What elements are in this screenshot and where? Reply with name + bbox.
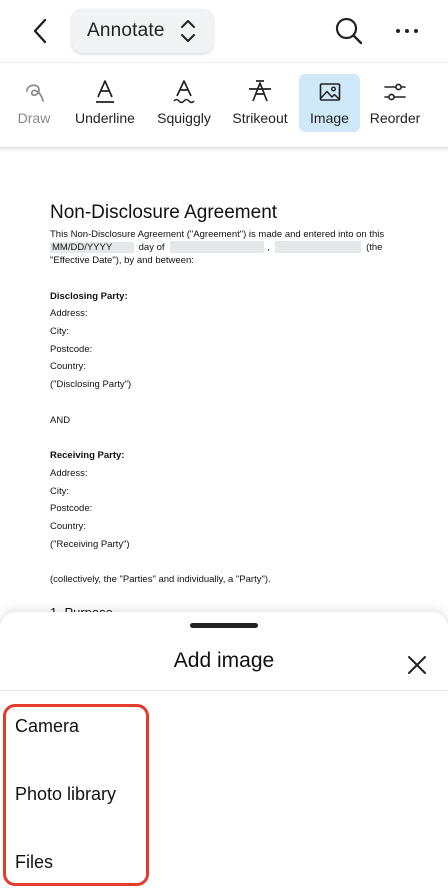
disclosing-label: ("Disclosing Party"): [50, 379, 132, 390]
comma-text: ,: [267, 241, 270, 253]
year-field[interactable]: [275, 241, 361, 253]
receiving-city: City:: [50, 486, 69, 497]
back-button[interactable]: [24, 14, 56, 48]
month-field[interactable]: [170, 241, 264, 253]
sheet-divider: [0, 690, 448, 691]
intro-line: This Non-Disclosure Agreement ("Agreement") is made and entered into on this: [50, 229, 385, 240]
disclosing-heading: Disclosing Party:: [50, 291, 128, 302]
top-bar: [0, 0, 448, 62]
mode-selector[interactable]: [72, 9, 213, 53]
date-field[interactable]: MM/DD/YYYY: [50, 242, 134, 253]
tool-squiggly[interactable]: [154, 74, 214, 132]
tool-label: Underline: [75, 110, 135, 126]
tool-image[interactable]: [299, 74, 360, 132]
reorder-icon: [384, 82, 406, 102]
tool-strikeout[interactable]: [230, 74, 290, 132]
annotation-toolbar: [0, 62, 448, 148]
strikeout-icon: [248, 79, 272, 105]
effective-date-line: "Effective Date"), by and between:: [50, 255, 194, 266]
tool-underline[interactable]: [74, 74, 136, 132]
receiving-address: Address:: [50, 468, 88, 479]
tool-draw[interactable]: [12, 74, 56, 132]
receiving-country: Country:: [50, 521, 86, 532]
squiggly-icon: [173, 79, 195, 105]
chevron-left-icon: [32, 18, 48, 44]
add-image-sheet: [0, 612, 448, 891]
option-files[interactable]: Files: [15, 852, 54, 872]
tool-label: Reorder: [369, 110, 421, 126]
disclosing-postcode: Postcode:: [50, 344, 93, 355]
document-title: Non-Disclosure Agreement: [50, 202, 278, 223]
close-button[interactable]: [404, 652, 430, 678]
mode-label: Annotate: [87, 20, 165, 41]
receiving-heading: Receiving Party:: [50, 450, 125, 461]
more-button[interactable]: [392, 18, 422, 44]
tool-label: Squiggly: [157, 110, 211, 126]
tool-label: Image: [310, 110, 349, 126]
disclosing-country: Country:: [50, 361, 86, 372]
tool-reorder[interactable]: [368, 74, 422, 132]
sheet-title: Add image: [173, 649, 275, 672]
disclosing-address: Address:: [50, 308, 88, 319]
sheet-grabber[interactable]: [190, 623, 258, 628]
collectively-text: (collectively, the "Parties" and individually, a "Party").: [50, 574, 271, 585]
up-down-chevron-icon: [180, 19, 196, 43]
draw-icon: [22, 81, 46, 103]
underline-icon: [94, 79, 116, 105]
document-page[interactable]: [0, 152, 448, 612]
option-camera[interactable]: Camera: [15, 716, 80, 736]
search-button[interactable]: [334, 16, 364, 46]
close-icon: [404, 652, 430, 678]
search-icon: [334, 16, 364, 46]
day-of-text: day of: [138, 241, 165, 253]
receiving-postcode: Postcode:: [50, 503, 93, 514]
option-photo-library[interactable]: Photo library: [15, 784, 117, 804]
the-text: (the: [366, 241, 383, 253]
disclosing-city: City:: [50, 326, 69, 337]
more-horizontal-icon: [395, 28, 419, 34]
and-text: AND: [50, 415, 71, 426]
image-icon: [319, 82, 341, 102]
date-line: [50, 241, 382, 253]
receiving-label: ("Receiving Party"): [50, 539, 130, 550]
tool-label: Strikeout: [232, 110, 288, 126]
tool-label: Draw: [17, 110, 51, 126]
